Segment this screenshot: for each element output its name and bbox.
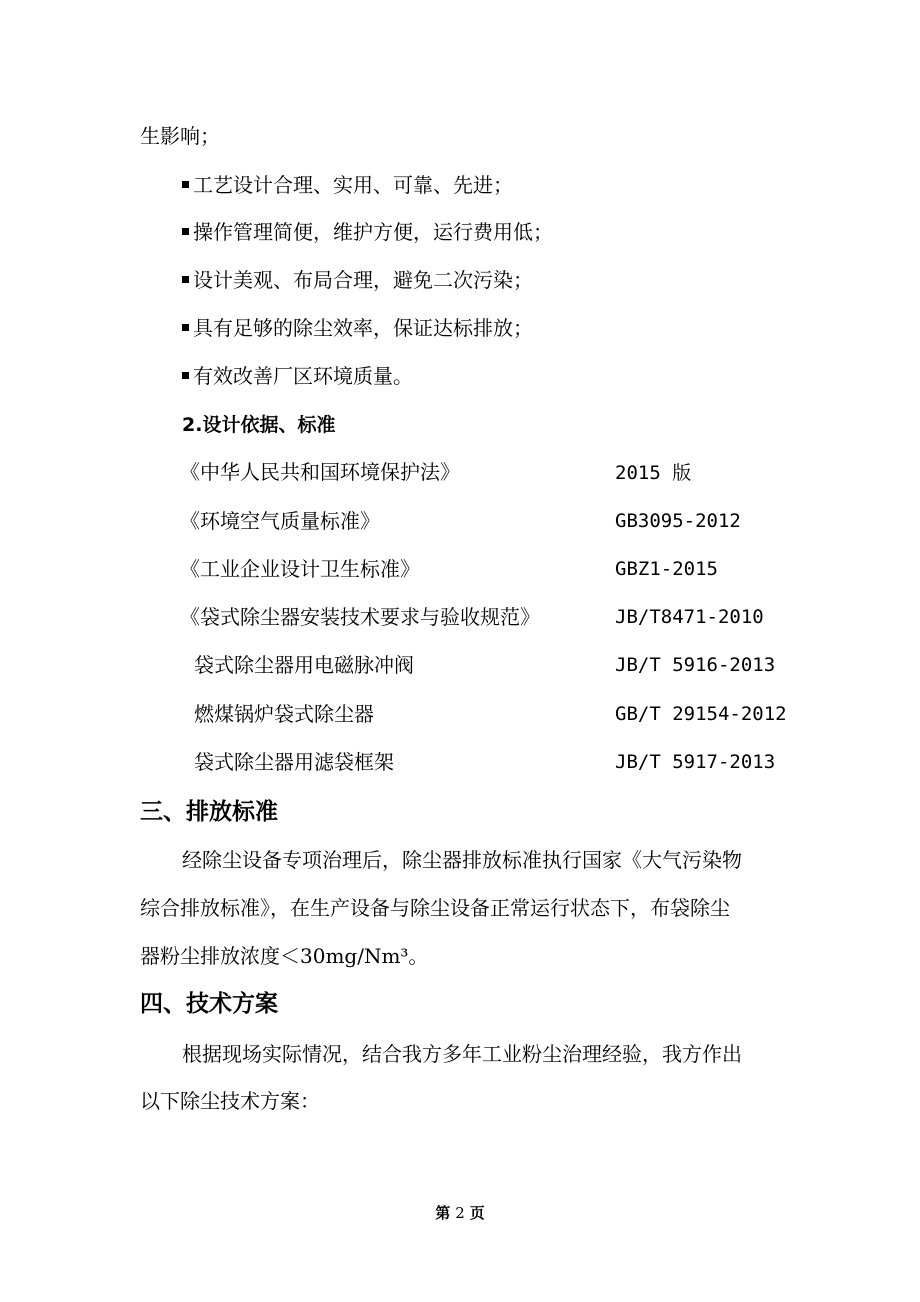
bullet-item: 具有足够的除尘效率，保证达标排放； bbox=[182, 314, 533, 342]
footer-suffix: 页 bbox=[469, 1204, 485, 1222]
paragraph-line: 器粉尘排放浓度＜30mg/Nm³。 bbox=[140, 944, 429, 968]
square-bullet-icon bbox=[182, 181, 189, 188]
section2-heading: 2.设计依据、标准 bbox=[182, 414, 336, 436]
intro-tail-text: 生影响； bbox=[140, 124, 220, 148]
standard-name: 燃煤锅炉袋式除尘器 bbox=[194, 702, 374, 726]
standard-name: 《环境空气质量标准》 bbox=[180, 509, 380, 533]
standard-name: 《袋式除尘器安装技术要求与验收规范》 bbox=[180, 605, 540, 629]
standard-code: GB3095-2012 bbox=[615, 510, 741, 532]
section3-heading: 三、排放标准 bbox=[140, 799, 278, 825]
standard-code: JB/T8471-2010 bbox=[615, 606, 764, 628]
square-bullet-icon bbox=[182, 228, 189, 235]
section4-heading: 四、技术方案 bbox=[140, 991, 278, 1017]
bullet-item: 操作管理简便，维护方便，运行费用低； bbox=[182, 218, 553, 246]
standard-name: 《工业企业设计卫生标准》 bbox=[180, 557, 420, 581]
square-bullet-icon bbox=[182, 276, 189, 283]
standard-code: JB/T 5916-2013 bbox=[615, 654, 776, 676]
standard-code: 2015 版 bbox=[615, 462, 692, 484]
paragraph-line: 综合排放标准》，在生产设备与除尘设备正常运行状态下，布袋除尘 bbox=[140, 896, 730, 920]
bullet-item: 有效改善厂区环境质量。 bbox=[182, 362, 413, 390]
paragraph-line: 根据现场实际情况，结合我方多年工业粉尘治理经验，我方作出 bbox=[182, 1042, 742, 1066]
bullet-item: 工艺设计合理、实用、可靠、先进； bbox=[182, 171, 513, 199]
standard-name: 《中华人民共和国环境保护法》 bbox=[180, 460, 460, 484]
paragraph-line: 经除尘设备专项治理后，除尘器排放标准执行国家《大气污染物 bbox=[182, 848, 742, 872]
paragraph-line: 以下除尘技术方案： bbox=[140, 1089, 320, 1113]
bullet-item: 设计美观、布局合理，避免二次污染； bbox=[182, 266, 533, 294]
footer-prefix: 第 bbox=[435, 1204, 451, 1222]
standard-code: GB/T 29154-2012 bbox=[615, 703, 787, 725]
square-bullet-icon bbox=[182, 372, 189, 379]
page-number: 2 bbox=[455, 1204, 465, 1222]
page-footer bbox=[0, 1202, 920, 1224]
standard-code: GBZ1-2015 bbox=[615, 558, 718, 580]
square-bullet-icon bbox=[182, 324, 189, 331]
standard-name: 袋式除尘器用滤袋框架 bbox=[194, 750, 394, 774]
standard-code: JB/T 5917-2013 bbox=[615, 751, 776, 773]
standard-name: 袋式除尘器用电磁脉冲阀 bbox=[194, 653, 414, 677]
